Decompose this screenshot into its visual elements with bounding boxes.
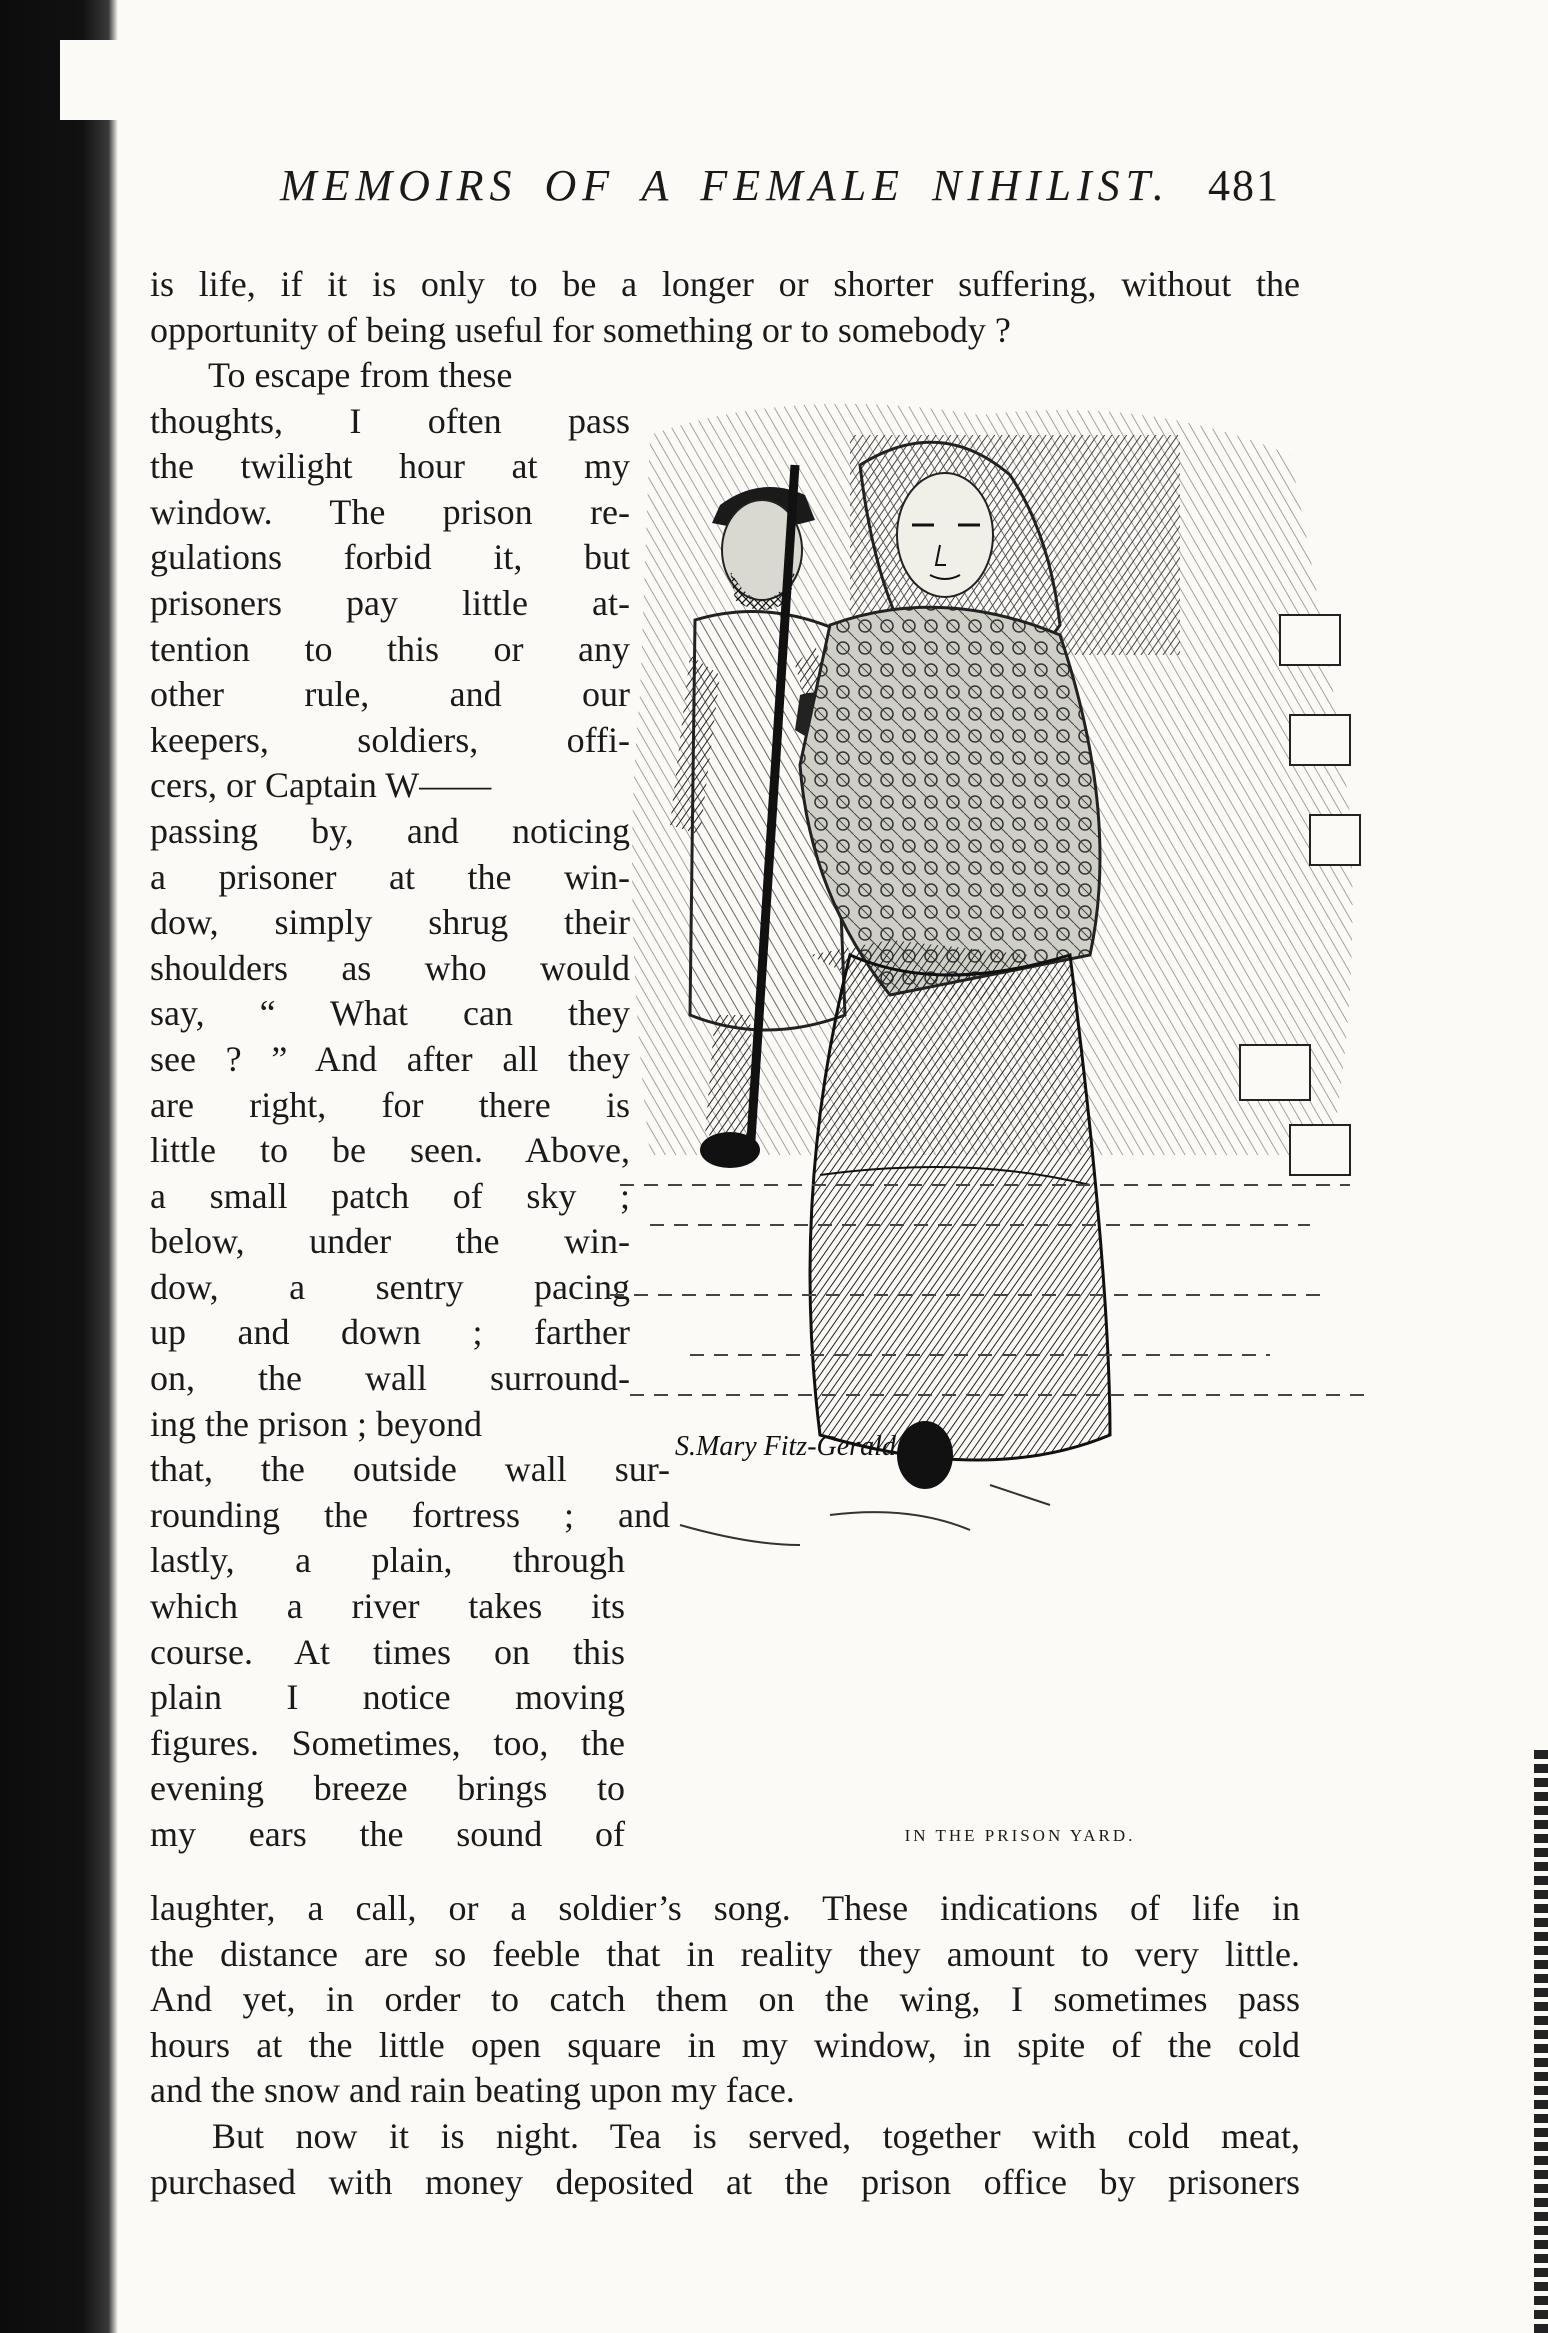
text-line: course. At times on this (150, 1631, 625, 1672)
text-line: thoughts, I often pass (150, 400, 630, 441)
text-line: opportunity of being useful for something or to somebody ? (150, 309, 1011, 350)
text-line: tention to this or any (150, 628, 630, 669)
text-line: prisoners pay little at- (150, 582, 630, 623)
text-line: which a river takes its (150, 1586, 625, 1627)
text-line: purchased with money deposited at the prison office by prisoners (150, 2161, 1300, 2202)
text-line: below, under the win- (150, 1221, 630, 1262)
text-line: little to be seen. Above, (150, 1130, 630, 1171)
text-line: dow, simply shrug their (150, 902, 630, 943)
text-line: the twilight hour at my (150, 446, 630, 487)
page-number: 481 (1208, 161, 1280, 210)
top-paragraph (150, 262, 1300, 353)
text-line: on, the wall surround- (150, 1358, 630, 1399)
text-line: are right, for there is (150, 1084, 630, 1125)
text-line: rounding the fortress ; and (150, 1494, 670, 1535)
text-line: up and down ; farther (150, 1312, 630, 1353)
text-line: laughter, a call, or a soldier’s song. These indications of life in (150, 1888, 1300, 1928)
text-line: To escape from these (208, 355, 513, 395)
scan-edge-notch (60, 40, 120, 120)
text-line: gulations forbid it, but (150, 537, 630, 578)
text-line: plain I notice moving (150, 1677, 625, 1718)
text-line: and the snow and rain beating upon my face. (150, 2070, 795, 2111)
running-head (280, 160, 1280, 211)
text-line: But now it is night. Tea is served, together with cold meat, (212, 2115, 1300, 2156)
text-line: passing by, and noticing (150, 810, 630, 851)
bottom-paragraph (150, 1886, 1300, 2205)
prison-yard-illustration (590, 395, 1370, 1725)
page-edge-marks (1534, 1750, 1548, 2333)
text-line: keepers, soldiers, offi- (150, 719, 630, 760)
text-line: that, the outside wall sur- (150, 1449, 670, 1490)
illustration-caption: IN THE PRISON YARD. (904, 1826, 1136, 1845)
running-head-title: MEMOIRS OF A FEMALE NIHILIST. (280, 161, 1170, 210)
text-line: ing the prison ; beyond (150, 1403, 482, 1444)
scan-edge-shadow (0, 0, 118, 2333)
text-line: a small patch of sky ; (150, 1175, 630, 1216)
text-line: shoulders as who would (150, 947, 630, 988)
text-line: is life, if it is only to be a longer or shorter suffering, without the (150, 264, 1300, 304)
text-line: my ears the sound of (150, 1814, 625, 1854)
artist-signature: S.Mary Fitz-Gerald (675, 1431, 896, 1462)
text-line: lastly, a plain, through (150, 1540, 625, 1581)
text-line: figures. Sometimes, too, the (150, 1722, 625, 1763)
text-line: a prisoner at the win- (150, 856, 630, 897)
text-line: evening breeze brings to (150, 1768, 625, 1809)
wrapped-paragraph (150, 353, 670, 1858)
text-line: the distance are so feeble that in reality they amount to very little. (150, 1933, 1300, 1974)
text-line: other rule, and our (150, 674, 630, 715)
text-line: And yet, in order to catch them on the wing, I sometimes pass (150, 1979, 1300, 2020)
text-line: window. The prison re- (150, 491, 630, 532)
text-line: say, “ What can they (150, 993, 630, 1034)
text-line: see ? ” And after all they (150, 1038, 630, 1079)
text-line: dow, a sentry pacing (150, 1266, 630, 1307)
text-line: hours at the little open square in my window, in spite of the cold (150, 2024, 1300, 2065)
text-line: cers, or Captain W—— (150, 765, 492, 806)
